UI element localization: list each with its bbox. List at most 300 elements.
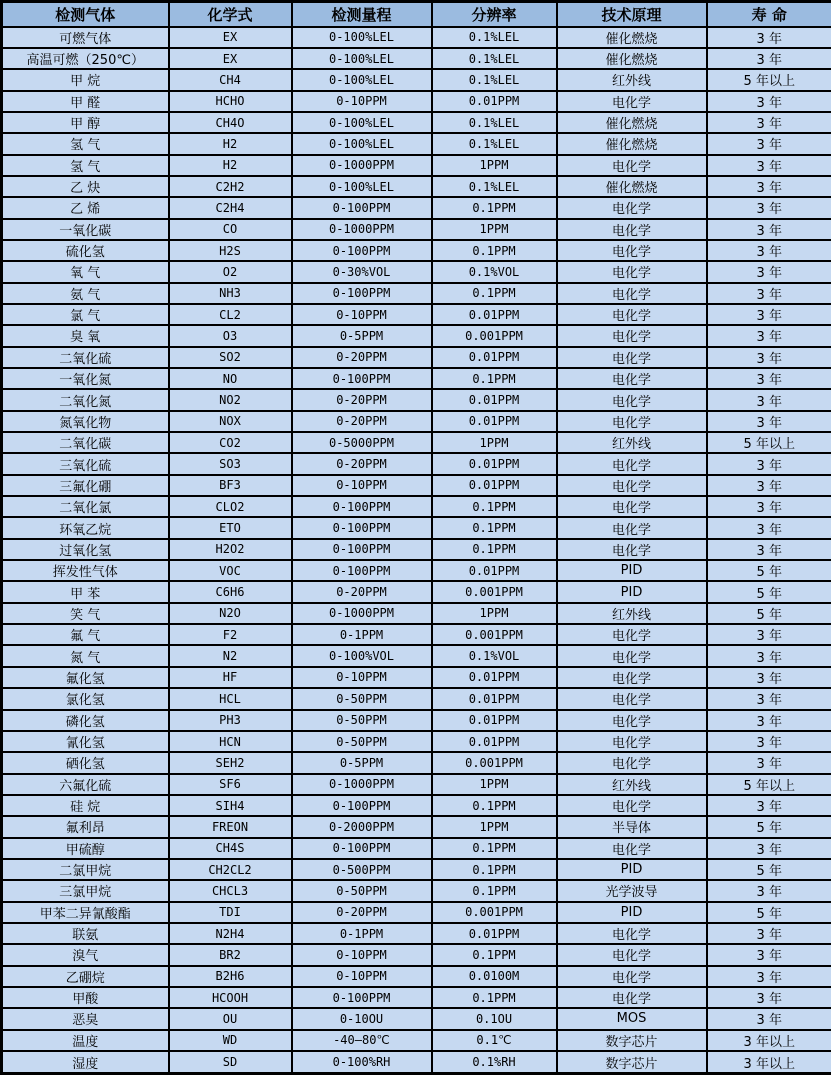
cell-life: 3 年 (707, 1008, 831, 1029)
cell-range: 0-100%LEL (292, 112, 432, 133)
cell-resolution: 0.1PPM (432, 197, 557, 218)
cell-resolution: 0.1PPM (432, 838, 557, 859)
table-row (2, 133, 831, 154)
cell-range: 0-50PPM (292, 731, 432, 752)
cell-principle: 电化学 (557, 710, 707, 731)
cell-resolution: 0.01PPM (432, 560, 557, 581)
cell-resolution: 0.01PPM (432, 453, 557, 474)
cell-resolution: 0.001PPM (432, 325, 557, 346)
cell-range: 0-100PPM (292, 517, 432, 538)
cell-resolution: 1PPM (432, 603, 557, 624)
table-row (2, 774, 831, 795)
column-header-life: 寿 命 (707, 2, 831, 27)
cell-principle: 电化学 (557, 389, 707, 410)
cell-resolution: 1PPM (432, 816, 557, 837)
table-row (2, 48, 831, 69)
cell-gas: 氯 气 (2, 304, 169, 325)
cell-gas: 二氧化碳 (2, 432, 169, 453)
cell-principle: 电化学 (557, 731, 707, 752)
cell-gas: 臭 氧 (2, 325, 169, 346)
table-row (2, 304, 831, 325)
cell-resolution: 0.001PPM (432, 902, 557, 923)
table-row (2, 902, 831, 923)
cell-formula: C2H4 (169, 197, 292, 218)
cell-gas: 氟利昂 (2, 816, 169, 837)
cell-principle: 电化学 (557, 838, 707, 859)
cell-range: 0-1000PPM (292, 603, 432, 624)
cell-principle: 催化燃烧 (557, 176, 707, 197)
cell-formula: SD (169, 1051, 292, 1074)
cell-range: 0-1PPM (292, 923, 432, 944)
cell-range: 0-100PPM (292, 368, 432, 389)
cell-range: 0-100PPM (292, 283, 432, 304)
cell-range: 0-20PPM (292, 347, 432, 368)
cell-range: 0-100%LEL (292, 176, 432, 197)
cell-gas: 二氧化氯 (2, 496, 169, 517)
cell-principle: 电化学 (557, 966, 707, 987)
cell-gas: 甲 醇 (2, 112, 169, 133)
cell-life: 3 年 (707, 966, 831, 987)
cell-life: 5 年 (707, 603, 831, 624)
cell-formula: CO (169, 219, 292, 240)
cell-formula: O2 (169, 261, 292, 282)
cell-resolution: 0.1OU (432, 1008, 557, 1029)
cell-life: 3 年 (707, 240, 831, 261)
column-header-principle: 技术原理 (557, 2, 707, 27)
cell-gas: 湿度 (2, 1051, 169, 1074)
cell-range: 0-1PPM (292, 624, 432, 645)
table-row (2, 475, 831, 496)
cell-resolution: 1PPM (432, 432, 557, 453)
cell-formula: CLO2 (169, 496, 292, 517)
table-row (2, 624, 831, 645)
table-row (2, 325, 831, 346)
cell-life: 3 年 (707, 411, 831, 432)
table-row (2, 645, 831, 666)
cell-gas: 氢 气 (2, 155, 169, 176)
table-row (2, 667, 831, 688)
cell-gas: 氟化氢 (2, 667, 169, 688)
table-row (2, 219, 831, 240)
cell-life: 3 年 (707, 496, 831, 517)
table-row (2, 155, 831, 176)
cell-life: 3 年 (707, 389, 831, 410)
cell-range: 0-10PPM (292, 944, 432, 965)
table-row (2, 453, 831, 474)
cell-resolution: 0.1PPM (432, 240, 557, 261)
cell-life: 3 年 (707, 176, 831, 197)
cell-resolution: 0.01PPM (432, 731, 557, 752)
cell-resolution: 0.001PPM (432, 581, 557, 602)
cell-formula: OU (169, 1008, 292, 1029)
cell-resolution: 0.001PPM (432, 752, 557, 773)
cell-life: 3 年以上 (707, 1030, 831, 1051)
cell-range: 0-100PPM (292, 795, 432, 816)
column-header-resolution: 分辨率 (432, 2, 557, 27)
cell-formula: HCOOH (169, 987, 292, 1008)
cell-gas: 硅 烷 (2, 795, 169, 816)
cell-life: 3 年 (707, 475, 831, 496)
cell-gas: 温度 (2, 1030, 169, 1051)
cell-resolution: 0.1PPM (432, 944, 557, 965)
cell-gas: 挥发性气体 (2, 560, 169, 581)
cell-life: 3 年 (707, 795, 831, 816)
cell-principle: 催化燃烧 (557, 27, 707, 48)
cell-life: 3 年 (707, 752, 831, 773)
cell-gas: 恶臭 (2, 1008, 169, 1029)
cell-resolution: 0.001PPM (432, 624, 557, 645)
cell-range: 0-100PPM (292, 197, 432, 218)
cell-formula: FREON (169, 816, 292, 837)
table-row (2, 176, 831, 197)
table-row (2, 368, 831, 389)
cell-life: 5 年 (707, 902, 831, 923)
cell-gas: 乙硼烷 (2, 966, 169, 987)
cell-formula: SIH4 (169, 795, 292, 816)
cell-principle: 电化学 (557, 539, 707, 560)
cell-gas: 甲 烷 (2, 69, 169, 90)
cell-principle: 电化学 (557, 197, 707, 218)
cell-range: 0-20PPM (292, 411, 432, 432)
cell-life: 3 年 (707, 923, 831, 944)
cell-principle: 电化学 (557, 411, 707, 432)
cell-resolution: 0.01PPM (432, 304, 557, 325)
cell-range: 0-2000PPM (292, 816, 432, 837)
cell-resolution: 0.01PPM (432, 347, 557, 368)
cell-principle: 半导体 (557, 816, 707, 837)
cell-gas: 环氧乙烷 (2, 517, 169, 538)
table-row (2, 838, 831, 859)
cell-principle: 电化学 (557, 667, 707, 688)
cell-range: 0-100%LEL (292, 27, 432, 48)
cell-principle: 电化学 (557, 219, 707, 240)
cell-resolution: 0.1PPM (432, 517, 557, 538)
cell-formula: SF6 (169, 774, 292, 795)
cell-principle: 电化学 (557, 91, 707, 112)
cell-formula: O3 (169, 325, 292, 346)
cell-range: 0-500PPM (292, 859, 432, 880)
cell-formula: NO2 (169, 389, 292, 410)
cell-formula: CH4O (169, 112, 292, 133)
cell-life: 3 年以上 (707, 1051, 831, 1074)
cell-resolution: 0.1PPM (432, 880, 557, 901)
cell-resolution: 0.1PPM (432, 496, 557, 517)
cell-formula: EX (169, 27, 292, 48)
cell-gas: 氰化氢 (2, 731, 169, 752)
table-row (2, 347, 831, 368)
cell-life: 5 年以上 (707, 774, 831, 795)
cell-principle: PID (557, 560, 707, 581)
cell-formula: C2H2 (169, 176, 292, 197)
cell-principle: 电化学 (557, 923, 707, 944)
cell-life: 3 年 (707, 880, 831, 901)
table-row (2, 432, 831, 453)
cell-range: 0-100PPM (292, 838, 432, 859)
cell-gas: 乙 炔 (2, 176, 169, 197)
spec-table-body (2, 27, 831, 1074)
cell-life: 3 年 (707, 112, 831, 133)
cell-principle: 电化学 (557, 347, 707, 368)
cell-gas: 溴气 (2, 944, 169, 965)
cell-principle: 电化学 (557, 475, 707, 496)
cell-life: 3 年 (707, 368, 831, 389)
cell-principle: 红外线 (557, 432, 707, 453)
cell-formula: NO (169, 368, 292, 389)
table-row (2, 197, 831, 218)
cell-formula: PH3 (169, 710, 292, 731)
table-row (2, 880, 831, 901)
cell-resolution: 0.01PPM (432, 389, 557, 410)
cell-range: 0-10PPM (292, 966, 432, 987)
cell-range: 0-1000PPM (292, 219, 432, 240)
cell-principle: 电化学 (557, 987, 707, 1008)
column-header-formula: 化学式 (169, 2, 292, 27)
cell-life: 3 年 (707, 197, 831, 218)
cell-principle: 电化学 (557, 645, 707, 666)
cell-principle: MOS (557, 1008, 707, 1029)
cell-gas: 二氧化硫 (2, 347, 169, 368)
cell-principle: 电化学 (557, 453, 707, 474)
table-row (2, 603, 831, 624)
cell-formula: CH4 (169, 69, 292, 90)
cell-resolution: 1PPM (432, 219, 557, 240)
cell-resolution: 0.01PPM (432, 475, 557, 496)
cell-resolution: 0.1PPM (432, 539, 557, 560)
cell-principle: 电化学 (557, 261, 707, 282)
cell-gas: 三氯甲烷 (2, 880, 169, 901)
cell-range: 0-50PPM (292, 880, 432, 901)
header-row (2, 2, 831, 27)
cell-formula: N2H4 (169, 923, 292, 944)
cell-life: 3 年 (707, 347, 831, 368)
cell-life: 5 年 (707, 816, 831, 837)
cell-resolution: 0.01PPM (432, 710, 557, 731)
cell-range: 0-100%LEL (292, 69, 432, 90)
cell-principle: 电化学 (557, 283, 707, 304)
table-row (2, 112, 831, 133)
table-row (2, 27, 831, 48)
table-row (2, 389, 831, 410)
cell-gas: 三氟化硼 (2, 475, 169, 496)
cell-life: 3 年 (707, 219, 831, 240)
cell-formula: EX (169, 48, 292, 69)
cell-range: 0-10OU (292, 1008, 432, 1029)
cell-principle: 催化燃烧 (557, 112, 707, 133)
cell-formula: CH4S (169, 838, 292, 859)
cell-range: 0-1000PPM (292, 774, 432, 795)
cell-formula: NH3 (169, 283, 292, 304)
cell-range: 0-100%LEL (292, 133, 432, 154)
cell-range: 0-100PPM (292, 539, 432, 560)
cell-formula: H2O2 (169, 539, 292, 560)
table-row (2, 688, 831, 709)
cell-formula: ETO (169, 517, 292, 538)
cell-resolution: 0.01PPM (432, 923, 557, 944)
cell-resolution: 1PPM (432, 155, 557, 176)
cell-gas: 甲苯二异氰酸酯 (2, 902, 169, 923)
cell-range: 0-50PPM (292, 710, 432, 731)
cell-formula: CH2CL2 (169, 859, 292, 880)
cell-formula: SEH2 (169, 752, 292, 773)
cell-gas: 甲 醛 (2, 91, 169, 112)
cell-principle: 电化学 (557, 304, 707, 325)
cell-resolution: 0.1%LEL (432, 48, 557, 69)
cell-gas: 六氟化硫 (2, 774, 169, 795)
cell-principle: 数字芯片 (557, 1030, 707, 1051)
cell-life: 3 年 (707, 283, 831, 304)
cell-life: 3 年 (707, 710, 831, 731)
cell-life: 5 年以上 (707, 69, 831, 90)
table-row (2, 411, 831, 432)
cell-gas: 二氧化氮 (2, 389, 169, 410)
cell-principle: 红外线 (557, 69, 707, 90)
cell-formula: HF (169, 667, 292, 688)
table-row (2, 966, 831, 987)
cell-gas: 笑 气 (2, 603, 169, 624)
table-row (2, 795, 831, 816)
cell-life: 3 年 (707, 731, 831, 752)
cell-gas: 氢 气 (2, 133, 169, 154)
table-row (2, 1051, 831, 1074)
cell-formula: HCN (169, 731, 292, 752)
cell-resolution: 1PPM (432, 774, 557, 795)
table-row (2, 539, 831, 560)
column-header-gas: 检测气体 (2, 2, 169, 27)
cell-resolution: 0.01PPM (432, 411, 557, 432)
cell-gas: 甲硫醇 (2, 838, 169, 859)
cell-principle: 催化燃烧 (557, 48, 707, 69)
cell-principle: 电化学 (557, 624, 707, 645)
cell-formula: SO3 (169, 453, 292, 474)
cell-formula: CO2 (169, 432, 292, 453)
cell-gas: 硒化氢 (2, 752, 169, 773)
cell-formula: C6H6 (169, 581, 292, 602)
cell-gas: 二氯甲烷 (2, 859, 169, 880)
cell-life: 3 年 (707, 645, 831, 666)
cell-principle: 红外线 (557, 603, 707, 624)
cell-formula: N2O (169, 603, 292, 624)
cell-life: 3 年 (707, 517, 831, 538)
table-row (2, 517, 831, 538)
cell-life: 3 年 (707, 91, 831, 112)
cell-resolution: 0.1PPM (432, 859, 557, 880)
table-row (2, 710, 831, 731)
cell-gas: 氧 气 (2, 261, 169, 282)
cell-principle: PID (557, 581, 707, 602)
cell-life: 3 年 (707, 261, 831, 282)
table-row (2, 261, 831, 282)
cell-range: 0-1000PPM (292, 155, 432, 176)
table-row (2, 581, 831, 602)
cell-life: 5 年 (707, 859, 831, 880)
cell-resolution: 0.1PPM (432, 795, 557, 816)
cell-gas: 硫化氢 (2, 240, 169, 261)
table-row (2, 816, 831, 837)
cell-resolution: 0.1PPM (432, 987, 557, 1008)
cell-life: 3 年 (707, 304, 831, 325)
cell-gas: 联氨 (2, 923, 169, 944)
cell-resolution: 0.1%LEL (432, 133, 557, 154)
cell-life: 3 年 (707, 48, 831, 69)
cell-formula: B2H6 (169, 966, 292, 987)
cell-principle: 数字芯片 (557, 1051, 707, 1074)
cell-formula: HCHO (169, 91, 292, 112)
table-row (2, 560, 831, 581)
cell-life: 3 年 (707, 667, 831, 688)
cell-formula: SO2 (169, 347, 292, 368)
cell-resolution: 0.1%LEL (432, 27, 557, 48)
cell-formula: NOX (169, 411, 292, 432)
cell-range: 0-100%RH (292, 1051, 432, 1074)
cell-resolution: 0.1PPM (432, 368, 557, 389)
table-row (2, 1030, 831, 1051)
cell-gas: 甲 苯 (2, 581, 169, 602)
cell-gas: 乙 烯 (2, 197, 169, 218)
cell-range: 0-20PPM (292, 389, 432, 410)
cell-principle: 电化学 (557, 325, 707, 346)
cell-principle: 红外线 (557, 774, 707, 795)
cell-gas: 可燃气体 (2, 27, 169, 48)
cell-life: 3 年 (707, 453, 831, 474)
cell-gas: 高温可燃（250℃） (2, 48, 169, 69)
cell-range: 0-10PPM (292, 304, 432, 325)
cell-principle: PID (557, 859, 707, 880)
cell-gas: 一氧化氮 (2, 368, 169, 389)
table-row (2, 69, 831, 90)
table-row (2, 987, 831, 1008)
cell-range: 0-20PPM (292, 581, 432, 602)
cell-range: 0-5000PPM (292, 432, 432, 453)
cell-range: 0-100%LEL (292, 48, 432, 69)
table-row (2, 752, 831, 773)
cell-life: 3 年 (707, 624, 831, 645)
table-row (2, 91, 831, 112)
cell-gas: 甲酸 (2, 987, 169, 1008)
cell-resolution: 0.01PPM (432, 91, 557, 112)
cell-life: 5 年以上 (707, 432, 831, 453)
cell-principle: 电化学 (557, 688, 707, 709)
cell-range: 0-100%VOL (292, 645, 432, 666)
cell-gas: 氨 气 (2, 283, 169, 304)
cell-resolution: 0.1%VOL (432, 645, 557, 666)
cell-formula: CHCL3 (169, 880, 292, 901)
cell-principle: 电化学 (557, 240, 707, 261)
cell-life: 3 年 (707, 688, 831, 709)
cell-gas: 氮氧化物 (2, 411, 169, 432)
cell-formula: BF3 (169, 475, 292, 496)
cell-range: 0-100PPM (292, 987, 432, 1008)
table-row (2, 944, 831, 965)
cell-life: 5 年 (707, 581, 831, 602)
cell-formula: HCL (169, 688, 292, 709)
cell-life: 3 年 (707, 838, 831, 859)
cell-resolution: 0.1PPM (432, 283, 557, 304)
cell-range: 0-20PPM (292, 902, 432, 923)
cell-formula: H2S (169, 240, 292, 261)
cell-resolution: 0.01PPM (432, 688, 557, 709)
table-row (2, 731, 831, 752)
cell-formula: VOC (169, 560, 292, 581)
cell-range: 0-10PPM (292, 91, 432, 112)
cell-formula: WD (169, 1030, 292, 1051)
table-row (2, 859, 831, 880)
cell-formula: F2 (169, 624, 292, 645)
cell-range: 0-20PPM (292, 453, 432, 474)
cell-life: 3 年 (707, 155, 831, 176)
column-header-range: 检测量程 (292, 2, 432, 27)
cell-range: 0-10PPM (292, 475, 432, 496)
cell-range: 0-100PPM (292, 560, 432, 581)
